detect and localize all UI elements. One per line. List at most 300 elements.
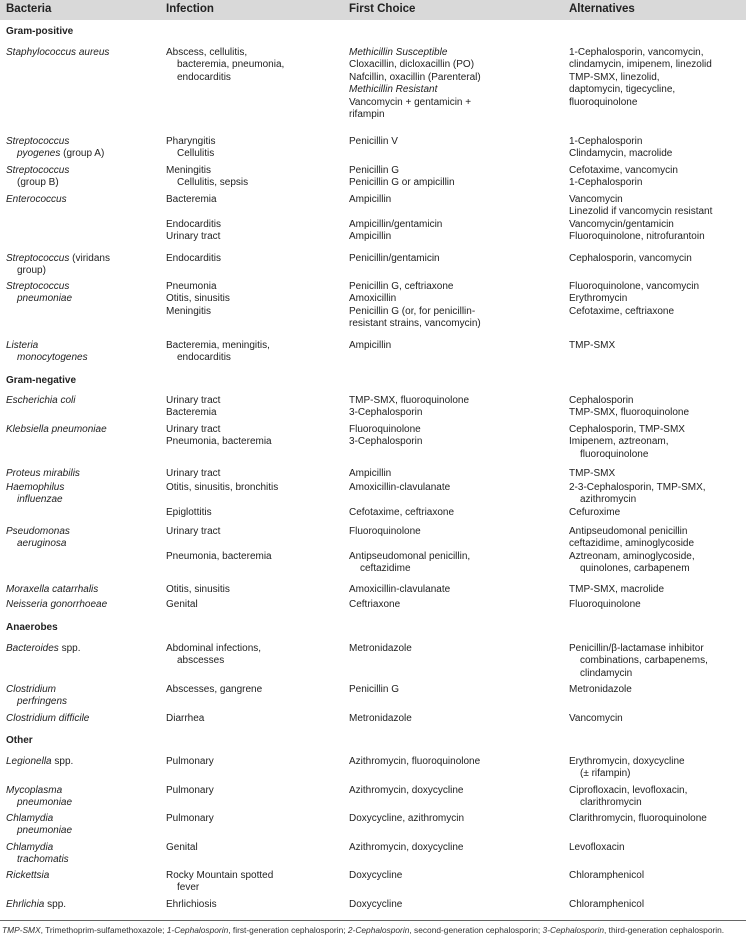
bacteria-cell — [6, 813, 156, 838]
cell-line: Vancomycin — [569, 194, 623, 205]
bacteria-cell — [6, 899, 156, 911]
cell-line — [6, 148, 156, 160]
infection-cell — [166, 424, 346, 449]
infection-cell — [166, 870, 346, 895]
infection-cell — [166, 281, 346, 318]
cell-line: Listeria — [6, 340, 39, 351]
bacteria-cell — [6, 47, 156, 59]
cell-line: Fluoroquinolone — [349, 424, 421, 435]
cell-line: Abdominal infections, — [166, 643, 262, 654]
section-title: Anaerobes — [6, 622, 58, 633]
cell-line: Fluoroquinolone — [569, 599, 641, 610]
cell-line — [349, 538, 564, 550]
alternatives-cell — [569, 526, 746, 576]
cell-line: quinolones, carbapenem — [580, 563, 690, 575]
cell-line: Clarithromycin, fluoroquinolone — [569, 813, 707, 824]
cell-line: bacteremia, pneumonia, — [177, 59, 285, 71]
cell-line: 2-3-Cephalosporin, TMP-SMX, — [569, 482, 706, 493]
first-choice-cell — [349, 194, 564, 244]
cell-line: Metronidazole — [349, 643, 412, 654]
cell-line: Fluoroquinolone — [349, 526, 421, 537]
alternatives-cell — [569, 253, 746, 265]
cell-line: Otitis, sinusitis, bronchitis — [166, 482, 279, 493]
table-row — [0, 870, 746, 895]
infection-cell — [166, 47, 346, 84]
table-row — [0, 253, 746, 278]
alternatives-cell — [569, 165, 746, 190]
bacteria-cell — [6, 136, 156, 161]
italic-term: pyogenes — [17, 148, 61, 160]
cell-line: Nafcillin, oxacillin (Parenteral) — [349, 71, 481, 83]
first-choice-cell — [349, 899, 564, 911]
cell-line — [6, 899, 156, 911]
first-choice-cell — [349, 165, 564, 190]
cell-line: Aztreonam, aminoglycoside, — [569, 550, 695, 562]
cell-line: Endocarditis — [166, 218, 222, 230]
table-row — [0, 136, 746, 161]
cell-line: endocarditis — [177, 71, 231, 83]
bacteria-cell — [6, 785, 156, 810]
infection-cell — [166, 643, 346, 668]
cell-line: (± rifampin) — [580, 768, 631, 780]
bacteria-cell — [6, 424, 156, 436]
footnote-term: TMP-SMX — [2, 925, 41, 935]
cell-line: Urinary tract — [166, 395, 221, 406]
cell-line: Linezolid if vancomycin resistant — [569, 206, 713, 218]
table-row — [0, 194, 746, 244]
cell-line: Imipenem, aztreonam, — [569, 436, 669, 448]
table-row — [0, 584, 746, 596]
infection-cell — [166, 340, 346, 365]
cell-line: Penicillin/β-lactamase inhibitor — [569, 643, 704, 654]
cell-line — [349, 206, 564, 218]
cell-line: Rickettsia — [6, 870, 50, 881]
infection-cell — [166, 194, 346, 244]
cell-line: ceftazidime, aminoglycoside — [569, 538, 695, 550]
alternatives-cell — [569, 785, 746, 810]
alternatives-cell — [569, 684, 746, 696]
table-row — [0, 842, 746, 867]
cell-line: Penicillin G — [349, 165, 400, 176]
cell-line: Clostridium — [6, 684, 57, 695]
cell-line: pneumoniae — [17, 825, 73, 837]
infection-cell — [166, 468, 346, 480]
first-choice-cell — [349, 340, 564, 352]
cell-line: Penicillin G — [349, 684, 400, 695]
cell-line: Streptococcus — [6, 165, 70, 176]
infection-cell — [166, 482, 346, 519]
bacteria-cell — [6, 713, 156, 725]
first-choice-cell — [349, 468, 564, 480]
cell-line: Ampicillin — [349, 340, 392, 351]
cell-line: Abscess, cellulitis, — [166, 47, 248, 58]
italic-term: Bacteroides — [6, 643, 59, 654]
bacteria-cell — [6, 870, 156, 882]
bacteria-cell — [6, 194, 156, 206]
cell-line: Azithromycin, doxycycline — [349, 842, 464, 853]
cell-line: Ampicillin — [349, 194, 392, 205]
cell-line: Fluoroquinolone, vancomycin — [569, 281, 700, 292]
first-choice-cell — [349, 584, 564, 596]
cell-line: clindamycin — [580, 667, 633, 679]
footnote-term: 3-Cephalosporin — [542, 925, 604, 935]
cell-line: aeruginosa — [17, 538, 67, 550]
cell-line: TMP-SMX, fluoroquinolone — [349, 395, 470, 406]
first-choice-cell — [349, 599, 564, 611]
cell-line: Methicillin Resistant — [349, 84, 438, 96]
first-choice-cell — [349, 684, 564, 696]
cell-line: TMP-SMX, linezolid, — [569, 71, 660, 83]
cell-line: Antipseudomonal penicillin, — [349, 550, 471, 562]
cell-line: Pneumonia — [166, 281, 217, 292]
cell-line: clarithromycin — [580, 797, 642, 809]
cell-line: Otitis, sinusitis — [166, 584, 230, 595]
cell-line: Cloxacillin, dicloxacillin (PO) — [349, 59, 475, 71]
table-row — [0, 713, 746, 725]
cell-line: Cefotaxime, ceftriaxone — [569, 305, 675, 317]
italic-term: Legionella — [6, 756, 52, 767]
cell-line: Erythromycin, doxycycline — [569, 756, 685, 767]
first-choice-cell — [349, 756, 564, 768]
cell-line: Penicillin G (or, for penicillin- — [349, 305, 476, 317]
cell-line: Cellulitis — [177, 148, 215, 160]
table-row — [0, 47, 746, 121]
infection-cell — [166, 813, 346, 825]
cell-line: daptomycin, tigecycline, — [569, 84, 676, 96]
cell-line: Pulmonary — [166, 785, 214, 796]
infection-cell — [166, 899, 346, 911]
cell-line: Pharyngitis — [166, 136, 216, 147]
cell-line: Pneumonia, bacteremia — [166, 436, 272, 448]
infection-cell — [166, 526, 346, 563]
first-choice-cell — [349, 842, 564, 854]
table-row — [0, 756, 746, 781]
cell-line: fluoroquinolone — [569, 96, 638, 108]
cell-line: Otitis, sinusitis — [166, 293, 230, 305]
cell-line: Fluoroquinolone, nitrofurantoin — [569, 231, 705, 243]
cell-line: 3-Cephalosporin — [349, 436, 423, 448]
cell-line: Klebsiella pneumoniae — [6, 424, 107, 435]
cell-line: Meningitis — [166, 165, 212, 176]
cell-line: TMP-SMX, macrolide — [569, 584, 665, 595]
cell-line: fever — [177, 882, 200, 894]
alternatives-cell — [569, 756, 746, 781]
cell-line: ceftazidime — [360, 563, 411, 575]
first-choice-cell — [349, 47, 564, 121]
cell-line: Amoxicillin-clavulanate — [349, 482, 451, 493]
cell-line: Penicillin V — [349, 136, 398, 147]
cell-line: Penicillin G, ceftriaxone — [349, 281, 454, 292]
cell-line: Vancomycin — [569, 713, 623, 724]
cell-line — [6, 643, 156, 655]
plain-term: spp. — [51, 756, 74, 767]
infection-cell — [166, 599, 346, 611]
table-row — [0, 813, 746, 838]
cell-line: Urinary tract — [166, 231, 221, 243]
table-row — [0, 340, 746, 365]
first-choice-cell — [349, 482, 564, 519]
cell-line: Cellulitis, sepsis — [177, 177, 249, 189]
bacteria-cell — [6, 395, 156, 407]
cell-line: monocytogenes — [17, 352, 88, 364]
bacteria-cell — [6, 281, 156, 306]
alternatives-cell — [569, 47, 746, 109]
infection-cell — [166, 713, 346, 725]
cell-line: azithromycin — [580, 494, 637, 506]
cell-line: Cephalosporin, vancomycin — [569, 253, 692, 264]
bacteria-cell — [6, 756, 156, 768]
footnote-term: 2-Cephalosporin — [347, 925, 410, 935]
table-header — [0, 0, 746, 20]
cell-line: Metronidazole — [569, 684, 632, 695]
cell-line: Diarrhea — [166, 713, 205, 724]
cell-line: Pneumonia, bacteremia — [166, 550, 272, 562]
first-choice-cell — [349, 526, 564, 576]
cell-line: Chlamydia — [6, 813, 54, 824]
infection-cell — [166, 756, 346, 768]
cell-line: Azithromycin, fluoroquinolone — [349, 756, 481, 767]
header-bacteria: Bacteria — [6, 3, 52, 15]
cell-line: Proteus mirabilis — [6, 468, 80, 479]
cell-line: pneumoniae — [17, 797, 73, 809]
cell-line: 3-Cephalosporin — [349, 407, 423, 419]
cell-line: Doxycycline, azithromycin — [349, 813, 465, 824]
table-row — [0, 281, 746, 331]
cell-line: Haemophilus — [6, 482, 65, 493]
plain-term: (group A) — [60, 148, 105, 160]
footnote-divider — [0, 920, 746, 921]
bacteria-cell — [6, 684, 156, 709]
alternatives-cell — [569, 194, 746, 244]
alternatives-cell — [569, 599, 746, 611]
table-row — [0, 526, 746, 576]
cell-line: Cefuroxime — [569, 506, 621, 518]
bacteria-cell — [6, 599, 156, 611]
cell-line: clindamycin, imipenem, linezolid — [569, 59, 712, 71]
cell-line: 1-Cephalosporin — [569, 177, 643, 189]
cell-line: Mycoplasma — [6, 785, 63, 796]
first-choice-cell — [349, 424, 564, 449]
cell-line: TMP-SMX — [569, 468, 616, 479]
cell-line: Vancomycin/gentamicin — [569, 218, 674, 230]
cell-line: endocarditis — [177, 352, 231, 364]
cell-line: abscesses — [177, 655, 225, 667]
cell-line: Genital — [166, 842, 198, 853]
bacteria-cell — [6, 253, 156, 278]
cell-line: Meningitis — [166, 305, 212, 317]
alternatives-cell — [569, 870, 746, 882]
cell-line: perfringens — [17, 696, 68, 708]
cell-line — [349, 494, 564, 506]
first-choice-cell — [349, 643, 564, 655]
cell-line: Cefotaxime, ceftriaxone — [349, 506, 455, 518]
cell-line: fluoroquinolone — [580, 448, 649, 460]
cell-line: Epiglottitis — [166, 506, 212, 518]
cell-line: Erythromycin — [569, 293, 628, 305]
section-title: Gram-positive — [6, 26, 74, 37]
cell-line: pneumoniae — [17, 293, 73, 305]
bacteria-cell — [6, 526, 156, 551]
alternatives-cell — [569, 713, 746, 725]
alternatives-cell — [569, 482, 746, 519]
section-title: Other — [6, 735, 33, 746]
section-title: Gram-negative — [6, 375, 77, 386]
cell-line: 1-Cephalosporin, vancomycin, — [569, 47, 704, 58]
cell-line: group) — [17, 265, 46, 277]
cell-line: Pseudomonas — [6, 526, 70, 537]
cell-line: Escherichia coli — [6, 395, 76, 406]
alternatives-cell — [569, 813, 746, 825]
first-choice-cell — [349, 395, 564, 420]
cell-line: 1-Cephalosporin — [569, 136, 643, 147]
italic-term: Ehrlichia — [6, 899, 45, 910]
plain-term: spp. — [58, 643, 81, 654]
bacteria-cell — [6, 584, 156, 596]
table-row — [0, 785, 746, 810]
cell-line: TMP-SMX, fluoroquinolone — [569, 407, 690, 419]
cell-line: Amoxicillin-clavulanate — [349, 584, 451, 595]
footnote: TMP-SMX, Trimethoprim-sulfamethoxazole; 1-Cephalosporin, first-generation cephalosporin; 2-Cephalosporin, second-generation cephalosporin; 3-Cephalosporin, third-generation cephalosporin. — [2, 925, 725, 935]
cell-line: Doxycycline — [349, 899, 403, 910]
cell-line: Urinary tract — [166, 526, 221, 537]
cell-line: Methicillin Susceptible — [349, 47, 448, 58]
cell-line: Levofloxacin — [569, 842, 625, 853]
cell-line: Ehrlichiosis — [166, 899, 217, 910]
cell-line: Ampicillin — [349, 231, 392, 243]
cell-line: Antipseudomonal penicillin — [569, 526, 688, 537]
alternatives-cell — [569, 899, 746, 911]
cell-line: Ampicillin/gentamicin — [349, 218, 443, 230]
cell-line: Cephalosporin — [569, 395, 634, 406]
cell-line: Staphylococcus aureus — [6, 47, 110, 58]
cell-line: Neisseria gonorrhoeae — [6, 599, 108, 610]
bacteria-cell — [6, 468, 156, 480]
cell-line: Pulmonary — [166, 756, 214, 767]
cell-line: Azithromycin, doxycycline — [349, 785, 464, 796]
bacteria-cell — [6, 165, 156, 190]
cell-line: Urinary tract — [166, 424, 221, 435]
infection-cell — [166, 165, 346, 190]
cell-line: trachomatis — [17, 854, 69, 866]
cell-line: Cephalosporin, TMP-SMX — [569, 424, 685, 435]
cell-line: TMP-SMX — [569, 340, 616, 351]
first-choice-cell — [349, 870, 564, 882]
cell-line: influenzae — [17, 494, 63, 506]
cell-line: Rocky Mountain spotted — [166, 870, 274, 881]
cell-line: Genital — [166, 599, 198, 610]
table-row — [0, 468, 746, 480]
cell-line: Bacteremia, meningitis, — [166, 340, 270, 351]
first-choice-cell — [349, 281, 564, 331]
table-row — [0, 165, 746, 190]
cell-line: Urinary tract — [166, 468, 221, 479]
header-infection: Infection — [166, 3, 214, 15]
footnote-term: 1-Cephalosporin — [166, 925, 229, 935]
bacteria-cell — [6, 340, 156, 365]
first-choice-cell — [349, 136, 564, 148]
alternatives-cell — [569, 136, 746, 161]
bacteria-cell — [6, 643, 156, 655]
alternatives-cell — [569, 842, 746, 854]
cell-line: Penicillin G or ampicillin — [349, 177, 455, 189]
first-choice-cell — [349, 253, 564, 265]
cell-line — [6, 756, 156, 768]
cell-line: Bacteremia — [166, 407, 217, 419]
cell-line — [166, 206, 346, 218]
cell-line: Amoxicillin — [349, 293, 397, 305]
infection-cell — [166, 684, 346, 696]
cell-line — [166, 494, 346, 506]
cell-line: Chlamydia — [6, 842, 54, 853]
bacteria-cell — [6, 842, 156, 867]
cell-line: Streptococcus — [6, 281, 70, 292]
table-row — [0, 684, 746, 709]
cell-line: Bacteremia — [166, 194, 217, 205]
infection-cell — [166, 842, 346, 854]
cell-line: Penicillin/gentamicin — [349, 253, 440, 264]
alternatives-cell — [569, 424, 746, 461]
cell-line: Pulmonary — [166, 813, 214, 824]
cell-line: rifampin — [349, 109, 385, 121]
table-row — [0, 599, 746, 611]
cell-line: Ciprofloxacin, levofloxacin, — [569, 785, 688, 796]
cell-line: Clindamycin, macrolide — [569, 148, 673, 160]
bacteria-cell — [6, 482, 156, 507]
cell-line: Chloramphenicol — [569, 899, 645, 910]
alternatives-cell — [569, 643, 746, 680]
cell-line: resistant strains, vancomycin) — [349, 318, 481, 330]
cell-line — [166, 538, 346, 550]
cell-line: Clostridium difficile — [6, 713, 90, 724]
infection-cell — [166, 253, 346, 265]
header-alternatives: Alternatives — [569, 3, 635, 15]
cell-line: combinations, carbapenems, — [580, 655, 708, 667]
cell-line: Ceftriaxone — [349, 599, 401, 610]
header-first-choice: First Choice — [349, 3, 416, 15]
cell-line: Ampicillin — [349, 468, 392, 479]
cell-line: Vancomycin + gentamicin + — [349, 96, 472, 108]
table-row — [0, 482, 746, 519]
plain-term: spp. — [44, 899, 67, 910]
cell-line: Endocarditis — [166, 253, 222, 264]
cell-line: Enterococcus — [6, 194, 67, 205]
alternatives-cell — [569, 340, 746, 352]
cell-line: Abscesses, gangrene — [166, 684, 263, 695]
infection-cell — [166, 136, 346, 161]
infection-cell — [166, 785, 346, 797]
alternatives-cell — [569, 584, 746, 596]
cell-line: Chloramphenicol — [569, 870, 645, 881]
cell-line: (group B) — [17, 177, 59, 189]
infection-cell — [166, 395, 346, 420]
alternatives-cell — [569, 281, 746, 318]
first-choice-cell — [349, 813, 564, 825]
cell-line: Cefotaxime, vancomycin — [569, 165, 678, 176]
table-row — [0, 899, 746, 911]
cell-line: Metronidazole — [349, 713, 412, 724]
first-choice-cell — [349, 713, 564, 725]
first-choice-cell — [349, 785, 564, 797]
infection-cell — [166, 584, 346, 596]
table-row — [0, 643, 746, 680]
cell-line: Doxycycline — [349, 870, 403, 881]
alternatives-cell — [569, 468, 746, 480]
cell-line: Moraxella catarrhalis — [6, 584, 99, 595]
alternatives-cell — [569, 395, 746, 420]
cell-line — [6, 253, 156, 265]
cell-line: Streptococcus — [6, 136, 70, 147]
table-row — [0, 395, 746, 420]
